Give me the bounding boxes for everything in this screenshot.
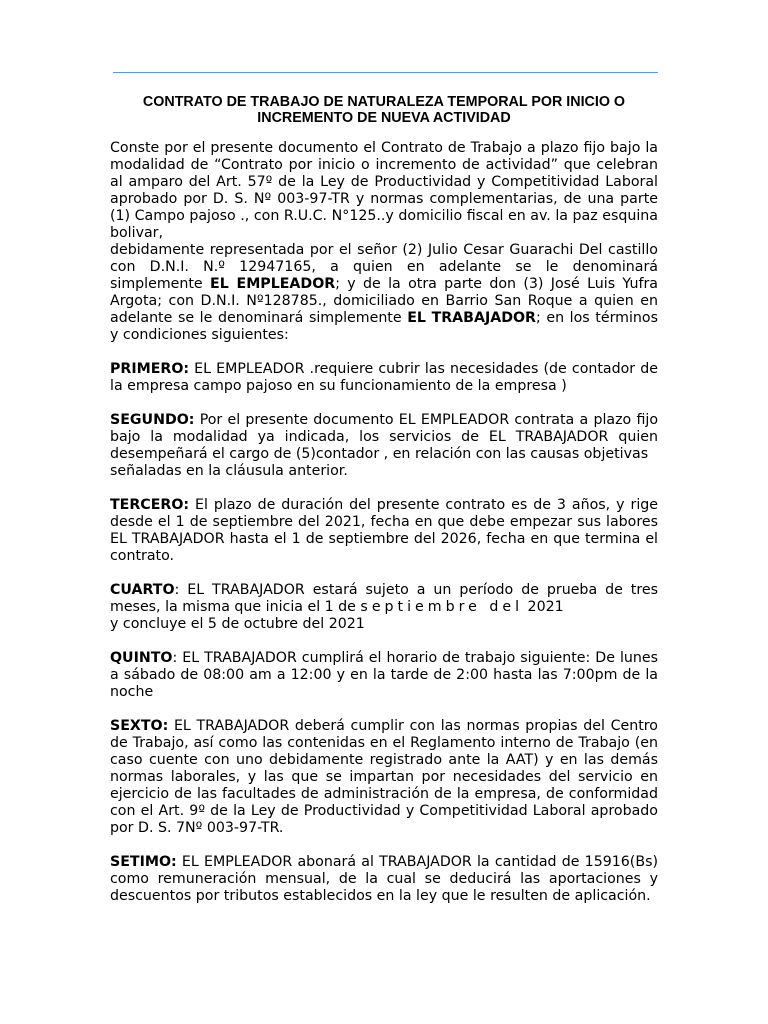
header-rule: [113, 72, 658, 73]
clause-setimo: [110, 854, 658, 905]
clause-text: en que termina el contrato.: [110, 531, 658, 564]
clause-text: AAT) y en las demás normas laborales, y las que se impartan por: [110, 752, 658, 785]
clause-text: TRABAJADOR quien desempeñará el cargo de (5)contador , en: [110, 429, 658, 462]
clause-text: EL EMPLEADOR .requiere cubrir las necesidades (de: [189, 361, 567, 377]
clause-segundo: [110, 412, 658, 480]
clause-text: empresa ): [494, 378, 567, 394]
clause-text: 003-97-TR.: [206, 820, 284, 836]
intro-line: bajo la modalidad de “Contrato por inicio o incremento de actividad”: [110, 140, 658, 173]
clause-sexto: [110, 718, 658, 837]
clause-cuarto: [110, 582, 658, 633]
intro-line: Competitividad Laboral aprobado por D. S. Nº 003-97-TR y normas: [110, 174, 658, 207]
title-line-1: CONTRATO DE TRABAJO DE NATURALEZA TEMPORAL POR INICIO O: [142, 94, 626, 110]
clause-text: EL EMPLEADOR abonará al TRABAJADOR la cantidad de: [176, 854, 580, 870]
clause-text: 7:00pm de la noche: [110, 667, 658, 700]
clause-text: : EL TRABAJADOR cumplirá el horario de trabajo siguiente: De: [172, 650, 615, 666]
intro-line: N°125..y domicilio fiscal en av. la paz esquina bolivar,: [110, 208, 658, 241]
intro-line: castillo con D.N.I. N.º 12947165, a quien en adelante se le: [110, 242, 658, 275]
clause-text: de Trabajo (en caso cuente con uno debidamente registrado ante la: [110, 735, 658, 768]
clause-primero: [110, 361, 658, 395]
clause-tercero: [110, 497, 658, 565]
empleador-term: EL EMPLEADOR: [210, 276, 336, 292]
clause-text: Por el presente documento EL EMPLEADOR contrata a: [194, 412, 589, 428]
intro-line: José Luis Yufra Argota; con D.N.I. Nº128785., domiciliado en Barrio: [110, 276, 658, 309]
clause-text: contador de la empresa campo pajoso en su funcionamiento de la: [110, 361, 658, 394]
clause-text: administración de la empresa, de conformidad con el Art. 9º de la: [110, 786, 658, 819]
clause-label: PRIMERO:: [110, 361, 190, 377]
clause-text: y concluye el 5 de octubre del 2021: [110, 616, 365, 632]
clause-text: lunes a sábado de 08:00 am a 12:00 y en la tarde de 2:00 hasta las: [110, 650, 658, 683]
clause-text: plazo fijo bajo la modalidad ya indicada, los servicios de EL: [110, 412, 659, 445]
clause-label: SEXTO:: [110, 718, 169, 734]
intro-line: complementarias, de una parte (1) Campo pajoso ., con R.U.C.: [110, 191, 658, 224]
clause-text: Centro de Trabajo, así como las contenidas en el Reglamento interno: [110, 718, 658, 751]
clause-text: 2021: [523, 599, 564, 615]
clause-text: necesidades del servicio en ejercicio de las facultades de: [110, 769, 659, 802]
trabajador-term: EL: [407, 310, 426, 326]
document-title: [110, 94, 658, 126]
clause-text: EL TRABAJADOR deberá cumplir con las normas propias del: [168, 718, 605, 734]
clause-label: CUARTO: [110, 582, 175, 598]
clause-label: TERCERO:: [110, 497, 190, 513]
clause-text: aportaciones y descuentos por tributos establecidos en la ley que le: [110, 871, 658, 904]
clause-text: rige desde el 1 de septiembre del 2021, fecha en que debe empezar: [110, 497, 658, 530]
clause-text: El plazo de duración del presente contrato es de 3 años, y: [189, 497, 625, 513]
intro-line: que celebran al amparo del Art. 57º de la Ley de Productividad y: [110, 157, 659, 190]
clause-text: 15916(Bs) como remuneración mensual, de la cual se deducirá las: [110, 854, 658, 887]
intro-line: San Roque a quien en adelante se le denominará simplemente: [110, 293, 658, 326]
intro-line: ; en los términos y condiciones siguientes:: [110, 310, 658, 343]
clause-text: resulten de aplicación.: [490, 888, 651, 904]
intro-paragraph: [110, 140, 658, 344]
intro-line: denominará simplemente: [110, 259, 658, 292]
clause-label: QUINTO: [110, 650, 173, 666]
clause-text: : EL TRABAJADOR estará sujeto a un período de prueba de: [174, 582, 623, 598]
clause-text: señaladas en la cláusula anterior.: [110, 463, 348, 479]
intro-line: Conste por el presente documento el Contrato de Trabajo a plazo fijo: [110, 140, 606, 156]
clause-label: SEGUNDO:: [110, 412, 195, 428]
trabajador-term: TRABAJADOR: [431, 310, 536, 326]
clause-text: Ley de Productividad y Competitividad Laboral aprobado por D. S. 7Nº: [110, 803, 658, 836]
spaced-date-text: septiembre del: [360, 599, 524, 615]
document-body: [110, 140, 658, 922]
clause-quinto: [110, 650, 658, 701]
clause-text: tres meses, la misma que inicia el 1 de: [110, 582, 658, 615]
intro-line: debidamente representada por el señor (2) Julio Cesar Guarachi Del: [110, 242, 603, 258]
title-line-2: INCREMENTO DE NUEVA ACTIVIDAD: [257, 110, 511, 126]
intro-line: ; y de la otra parte don (3): [335, 276, 544, 292]
clause-label: SETIMO:: [110, 854, 177, 870]
clause-text: relación con las causas objetivas: [414, 446, 649, 462]
clause-text: sus labores EL TRABAJADOR hasta el 1 de septiembre del 2026, fecha: [110, 514, 659, 547]
